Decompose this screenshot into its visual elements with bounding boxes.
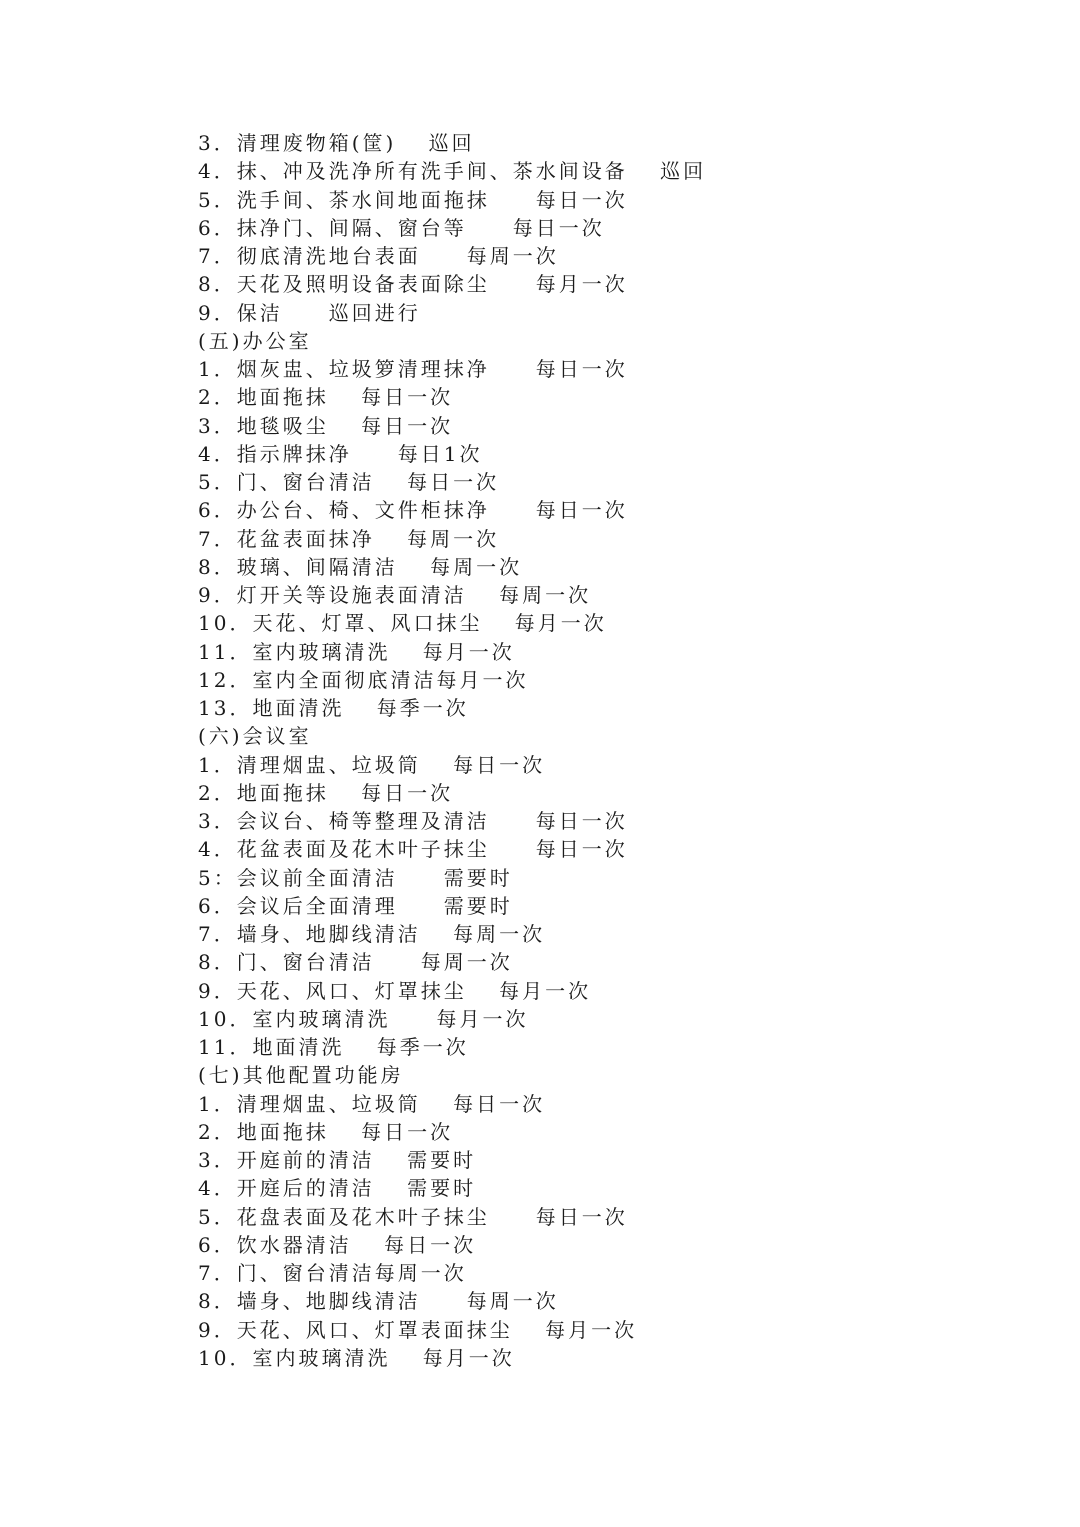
list-item: 9．天花、风口、灯罩抹尘 每月一次 xyxy=(198,978,592,1003)
list-item: 8．墙身、地脚线清洁 每周一次 xyxy=(198,1289,559,1314)
list-item: 6．办公台、椅、文件柜抹净 每日一次 xyxy=(198,498,628,523)
list-item: 1．清理烟盅、垃圾筒 每日一次 xyxy=(198,1091,546,1116)
list-item: 2．地面拖抹 每日一次 xyxy=(198,385,454,410)
list-item: 8．门、窗台清洁 每周一次 xyxy=(198,950,513,975)
list-item: 8．天花及照明设备表面除尘 每月一次 xyxy=(198,272,628,297)
list-item: 11．地面清洗 每季一次 xyxy=(198,1035,469,1059)
list-item: 3．会议台、椅等整理及清洁 每日一次 xyxy=(198,809,628,833)
list-item: 4．花盆表面及花木叶子抹尘 每日一次 xyxy=(198,837,628,862)
list-item: 3．开庭前的清洁 需要时 xyxy=(198,1148,477,1172)
list-item: 6．会议后全面清理 需要时 xyxy=(198,893,513,918)
list-item: 5．门、窗台清洁 每日一次 xyxy=(198,470,500,494)
list-item: 7．彻底清洗地台表面 每周一次 xyxy=(198,244,559,268)
list-item: 2．地面拖抹 每日一次 xyxy=(198,780,454,805)
list-item: 4．抹、冲及洗净所有洗手间、茶水间设备 巡回 xyxy=(198,159,707,184)
list-item: 9．灯开关等设施表面清洁 每周一次 xyxy=(198,583,592,607)
list-item: 7．花盆表面抹净 每周一次 xyxy=(198,526,500,551)
list-item: 6．饮水器清洁 每日一次 xyxy=(198,1232,477,1257)
list-item: 10．室内玻璃清洗 每月一次 xyxy=(198,1006,529,1031)
list-item: 3．清理废物箱(筐) 巡回 xyxy=(198,131,475,155)
list-item: 13．地面清洗 每季一次 xyxy=(198,696,469,720)
list-item: 4．指示牌抹净 每日1次 xyxy=(198,441,483,466)
list-item: 10．天花、灯罩、风口抹尘 每月一次 xyxy=(198,611,607,636)
list-item: 8．玻璃、间隔清洁 每周一次 xyxy=(198,554,523,579)
section-heading: (七)其他配置功能房 xyxy=(198,1063,404,1088)
list-item: 1．清理烟盅、垃圾筒 每日一次 xyxy=(198,752,546,777)
list-item: 5：会议前全面清洁 需要时 xyxy=(198,865,513,890)
list-item: 9．保洁 巡回进行 xyxy=(198,300,421,325)
list-item: 5．花盘表面及花木叶子抹尘 每日一次 xyxy=(198,1204,628,1229)
list-item: 2．地面拖抹 每日一次 xyxy=(198,1119,454,1144)
list-item: 10．室内玻璃清洗 每月一次 xyxy=(198,1345,515,1370)
section-heading: (五)办公室 xyxy=(198,328,312,353)
list-item: 5．洗手间、茶水间地面拖抹 每日一次 xyxy=(198,187,628,212)
list-item: 4．开庭后的清洁 需要时 xyxy=(198,1176,477,1201)
section-heading: (六)会议室 xyxy=(198,724,312,749)
list-item: 7．墙身、地脚线清洁 每周一次 xyxy=(198,922,546,946)
list-item: 6．抹净门、间隔、窗台等 每日一次 xyxy=(198,215,605,240)
list-item: 7．门、窗台清洁每周一次 xyxy=(198,1261,467,1285)
list-item: 3．地毯吸尘 每日一次 xyxy=(198,413,454,438)
document-page xyxy=(198,129,998,1372)
list-item: 12．室内全面彻底清洁每月一次 xyxy=(198,667,529,692)
list-item: 9．天花、风口、灯罩表面抹尘 每月一次 xyxy=(198,1317,638,1342)
list-item: 1．烟灰盅、垃圾箩清理抹净 每日一次 xyxy=(198,357,628,381)
list-item: 11．室内玻璃清洗 每月一次 xyxy=(198,639,515,664)
